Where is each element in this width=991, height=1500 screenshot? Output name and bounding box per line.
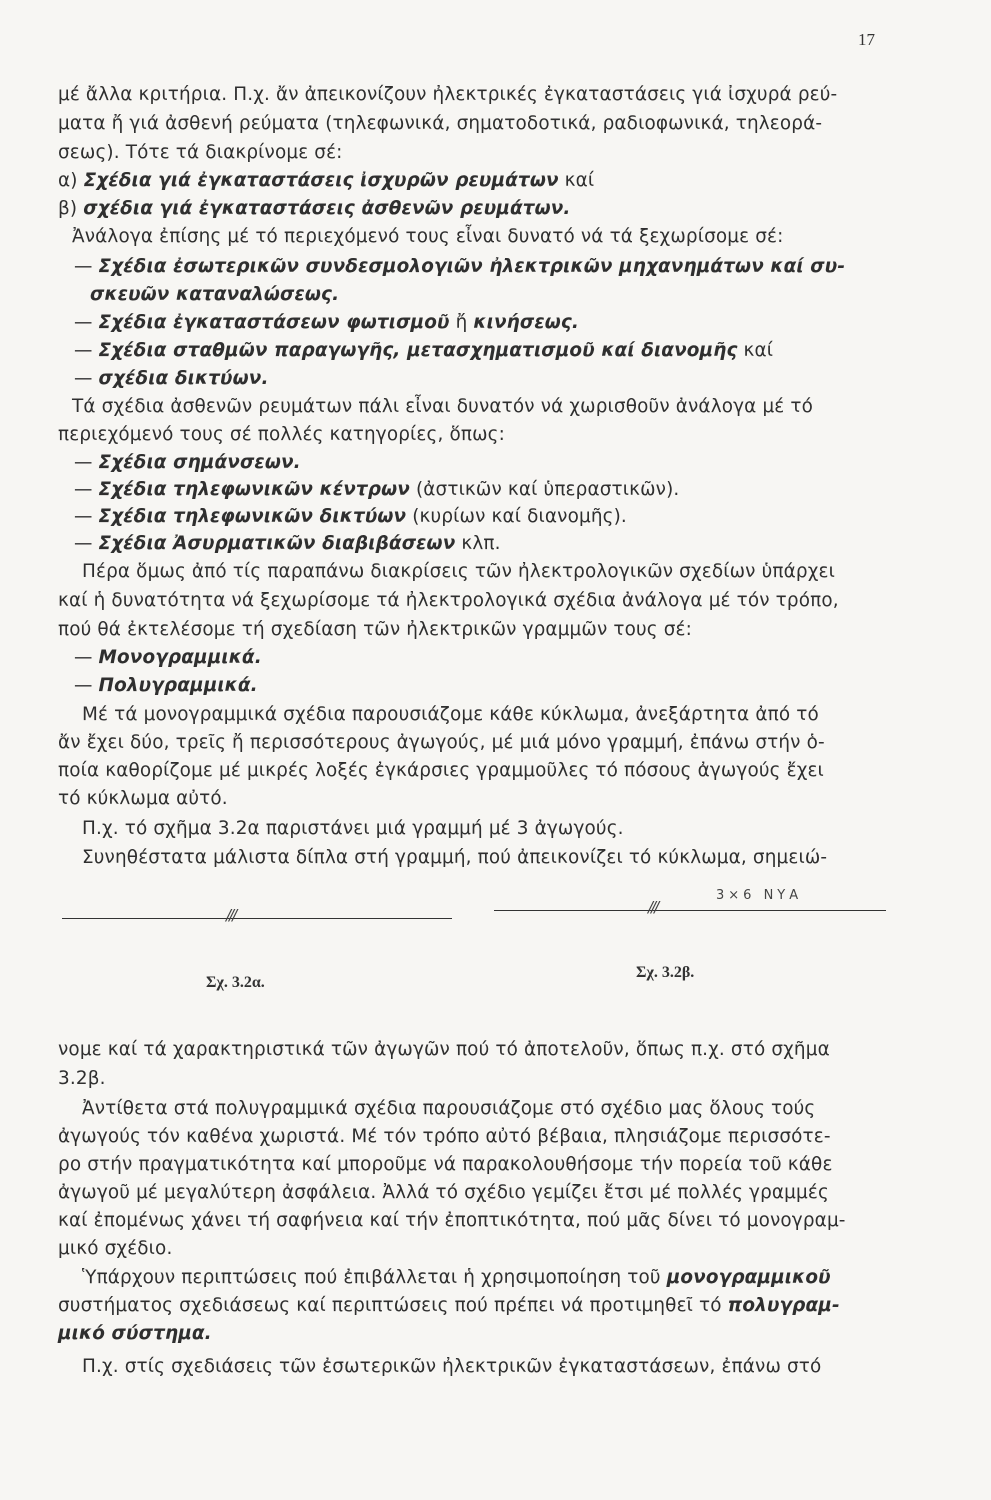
list-item: — Πολυγραμμικά. — [74, 675, 258, 696]
figure-b-line — [494, 910, 886, 911]
text-line: ποία καθορίζομε μέ μικρές λοξές ἐγκάρσιες γραμμοῦλες τό πόσους ἀγωγούς ἔχει — [58, 760, 824, 781]
text-line: ἀγωγοῦ μέ μεγαλύτερη ἀσφάλεια. Ἀλλά τό σχέδιο γεμίζει ἔτσι μέ πολλές γραμμές — [58, 1182, 829, 1203]
text-line: Ἀνάλογα ἐπίσης μέ τό περιεχόμενό τους εἶναι δυνατό νά τά ξεχωρίσομε σέ: — [72, 226, 784, 247]
text-line: Π.χ. στίς σχεδιάσεις τῶν ἐσωτερικῶν ἠλεκτρικῶν ἐγκαταστάσεων, ἐπάνω στό — [82, 1356, 822, 1377]
page-number: 17 — [858, 30, 875, 49]
list-item: — Σχέδια Ἀσυρματικῶν διαβιβάσεων κλπ. — [74, 533, 501, 554]
text-line: Π.χ. τό σχῆμα 3.2α παριστάνει μιά γραμμή μέ 3 ἀγωγούς. — [82, 818, 624, 839]
text-line: μέ ἄλλα κριτήρια. Π.χ. ἄν ἀπεικονίζουν ἠλεκτρικές ἐγκαταστάσεις γιά ἰσχυρά ρεύ- — [58, 84, 838, 105]
figure-a-ticks: /// — [226, 906, 236, 924]
list-item: α) Σχέδια γιά ἐγκαταστάσεις ἰσχυρῶν ρευμάτων καί — [58, 170, 595, 191]
figure-b-caption: Σχ. 3.2β. — [636, 964, 695, 981]
text-line: μικό σχέδιο. — [58, 1238, 173, 1259]
figure-3-2 — [0, 880, 991, 1000]
list-item: — σχέδια δικτύων. — [74, 368, 269, 389]
figure-b-ticks: /// — [648, 898, 658, 916]
text-line: ἄν ἔχει δύο, τρεῖς ἤ περισσότερους ἀγωγούς, μέ μιά μόνο γραμμή, ἐπάνω στήν ὁ- — [58, 732, 825, 753]
list-item-continuation: σκευῶν καταναλώσεως. — [90, 284, 340, 305]
text-line: ἀγωγούς τόν καθένα χωριστά. Μέ τόν τρόπο αὐτό βέβαια, πλησιάζομε περισσότε- — [58, 1126, 831, 1147]
text-line: καί ἐπομένως χάνει τή σαφήνεια καί τήν ἐποπτικότητα, πού μᾶς δίνει τό μονογραμ- — [58, 1210, 846, 1231]
list-item: — Σχέδια σταθμῶν παραγωγῆς, μετασχηματισμοῦ καί διανομῆς καί — [74, 340, 774, 361]
figure-a-caption: Σχ. 3.2α. — [206, 974, 265, 991]
text-line: Ἀντίθετα στά πολυγραμμικά σχέδια παρουσιάζομε στό σχέδιο μας ὅλους τούς — [82, 1098, 816, 1119]
list-item: — Σχέδια σημάνσεων. — [74, 452, 301, 473]
text-line: τό κύκλωμα αὐτό. — [58, 788, 228, 809]
text-line: Πέρα ὅμως ἀπό τίς παραπάνω διακρίσεις τῶν ἠλεκτρολογικῶν σχεδίων ὑπάρχει — [82, 561, 835, 582]
text-line: Ὑπάρχουν περιπτώσεις πού ἐπιβάλλεται ἡ χρησιμοποίηση τοῦ μονογραμμικοῦ — [82, 1267, 831, 1288]
text-line: πού θά ἐκτελέσομε τή σχεδίαση τῶν ἠλεκτρικῶν γραμμῶν τους σέ: — [58, 619, 692, 640]
text-line: ρο στήν πραγματικότητα καί μποροῦμε νά παρακολουθήσομε τήν πορεία τοῦ κάθε — [58, 1154, 833, 1175]
list-item: — Σχέδια τηλεφωνικῶν κέντρων (ἀστικῶν καί ὑπεραστικῶν). — [74, 479, 680, 500]
text-line: μικό σύστημα. — [58, 1323, 212, 1344]
list-item: — Σχέδια τηλεφωνικῶν δικτύων (κυρίων καί διανομῆς). — [74, 506, 627, 527]
text-line: ματα ἤ γιά ἀσθενή ρεύματα (τηλεφωνικά, σηματοδοτικά, ραδιοφωνικά, τηλεορά- — [58, 113, 823, 134]
text-line: συστήματος σχεδιάσεως καί περιπτώσεις πού πρέπει νά προτιμηθεῖ τό πολυγραμ- — [58, 1295, 840, 1316]
text-line: Συνηθέστατα μάλιστα δίπλα στή γραμμή, πού ἀπεικονίζει τό κύκλωμα, σημειώ- — [82, 847, 828, 868]
text-line: νομε καί τά χαρακτηριστικά τῶν ἀγωγῶν πού τό ἀποτελοῦν, ὅπως π.χ. στό σχῆμα — [58, 1039, 830, 1060]
text-line: περιεχόμενό τους σέ πολλές κατηγορίες, ὅπως: — [58, 424, 505, 445]
list-item: — Μονογραμμικά. — [74, 647, 262, 668]
figure-a-line — [62, 918, 452, 919]
list-item: — Σχέδια ἐσωτερικῶν συνδεσμολογιῶν ἠλεκτρικῶν μηχανημάτων καί συ- — [74, 256, 846, 277]
list-item: β) σχέδια γιά ἐγκαταστάσεις ἀσθενῶν ρευμάτων. — [58, 198, 571, 219]
text-line: καί ἡ δυνατότητα νά ξεχωρίσομε τά ἠλεκτρολογικά σχέδια ἀνάλογα μέ τόν τρόπο, — [58, 590, 839, 611]
text-line: 3.2β. — [58, 1068, 106, 1089]
list-item: — Σχέδια ἐγκαταστάσεων φωτισμοῦ ἤ κινήσεως. — [74, 312, 580, 333]
text-line: σεως). Τότε τά διακρίνομε σέ: — [58, 142, 343, 163]
figure-b-annotation: 3×6 ΝΥΑ — [716, 888, 803, 903]
text-line: Τά σχέδια ἀσθενῶν ρευμάτων πάλι εἶναι δυνατόν νά χωρισθοῦν ἀνάλογα μέ τό — [72, 396, 814, 417]
text-line: Μέ τά μονογραμμικά σχέδια παρουσιάζομε κάθε κύκλωμα, ἀνεξάρτητα ἀπό τό — [82, 704, 819, 725]
